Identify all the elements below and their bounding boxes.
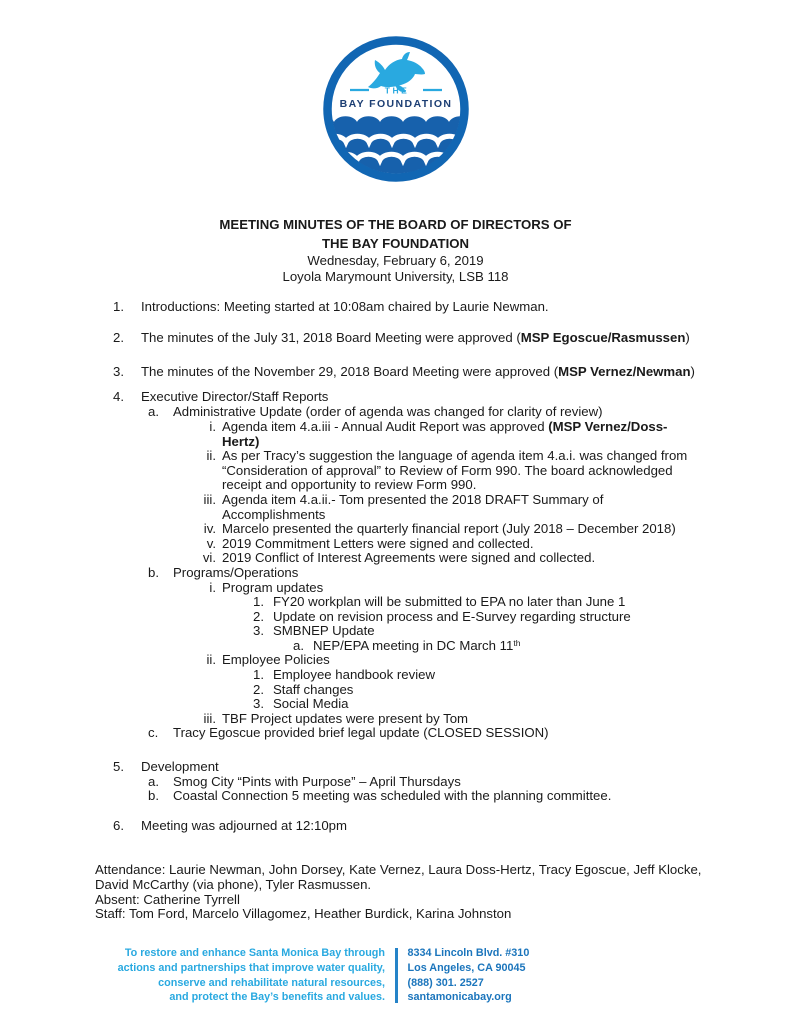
list-marker: 4. — [113, 388, 124, 404]
outline-item — [0, 390, 760, 405]
outline-text: Agenda item 4.a.iii - Annual Audit Report was approved (MSP Vernez/Doss- Hertz) — [222, 418, 668, 449]
outline-text: Meeting was adjourned at 12:10pm — [141, 817, 348, 833]
outline-item — [0, 405, 760, 420]
outline-item — [0, 522, 760, 537]
outline-text: 2019 Conflict of Interest Agreements were signed and collected. — [222, 550, 596, 566]
city-state-zip: Los Angeles, CA 90045 — [407, 961, 526, 974]
staff-line: Staff: Tom Ford, Marcelo Villagomez, Heather Burdick, Karina Johnston — [95, 906, 512, 922]
outline-text: Marcelo presented the quarterly financial report (July 2018 – December 2018) — [222, 521, 676, 537]
bay-foundation-logo — [323, 36, 469, 182]
outline-text: Development — [141, 759, 219, 775]
list-marker: iii. — [203, 491, 216, 507]
outline-item — [0, 697, 760, 712]
list-marker: i. — [209, 579, 216, 595]
list-marker: 5. — [113, 759, 124, 775]
title-block — [0, 215, 791, 284]
outline-item — [0, 760, 760, 775]
outline-item — [0, 789, 760, 804]
list-marker: 3. — [253, 696, 264, 712]
mission-line: To restore and enhance Santa Monica Bay through — [124, 947, 385, 959]
list-marker: 3. — [253, 623, 264, 639]
outline-text: Coastal Connection 5 meeting was scheduled with the planning committee. — [173, 788, 612, 804]
title-line-2: THE BAY FOUNDATION — [321, 236, 470, 251]
outline-item — [0, 639, 760, 654]
outline-item — [0, 449, 760, 493]
logo-the-label: THE — [384, 85, 409, 96]
mission-line: and protect the Bay’s benefits and values. — [169, 991, 385, 1004]
outline-item — [0, 775, 760, 790]
page-footer — [0, 946, 791, 1005]
outline-item — [0, 683, 760, 698]
outline-text: Update on revision process and E-Survey regarding structure — [273, 608, 631, 624]
outline-item — [0, 537, 760, 552]
outline-text: Agenda item 4.a.ii.- Tom presented the 2018 DRAFT Summary of Accomplishments — [222, 491, 604, 522]
outline-text: Introductions: Meeting started at 10:08am chaired by Laurie Newman. — [141, 299, 549, 314]
list-marker: 1. — [253, 594, 264, 610]
list-marker: 1. — [253, 667, 264, 683]
outline-text: 2019 Commitment Letters were signed and collected. — [222, 535, 534, 551]
outline-text: Executive Director/Staff Reports — [141, 388, 329, 404]
list-marker: 2. — [253, 608, 264, 624]
footer-divider — [395, 948, 398, 1003]
list-marker: ii. — [206, 652, 216, 668]
contact-info — [408, 946, 530, 1005]
outline-text: Employee handbook review — [273, 667, 436, 683]
outline-text: Smog City “Pints with Purpose” – April Thursdays — [173, 773, 461, 789]
outline-item — [0, 726, 760, 741]
outline-item — [0, 365, 760, 380]
list-marker: a. — [293, 637, 304, 653]
mission-line: actions and partnerships that improve water quality, — [117, 961, 385, 974]
list-marker: 3. — [113, 364, 124, 380]
list-marker: v. — [206, 535, 216, 551]
outline-text: As per Tracy’s suggestion the language of agenda item 4.a.i. was changed from “Consideration of approval” to Review of Form 990. The board acknowledged receipt and opportunity to review Form 990. — [222, 448, 688, 493]
outline-item — [0, 653, 760, 668]
outline-item — [0, 420, 760, 449]
outline-item — [0, 331, 760, 346]
outline-item — [0, 624, 760, 639]
list-marker: iv. — [203, 521, 216, 537]
list-marker: 6. — [113, 817, 124, 833]
list-marker: a. — [148, 404, 159, 420]
list-marker: vi. — [202, 550, 216, 566]
outline-item — [0, 595, 760, 610]
list-marker: i. — [209, 418, 216, 434]
outline-text: Program updates — [222, 579, 324, 595]
mission-statement — [95, 946, 385, 1005]
list-marker: 2. — [113, 329, 124, 345]
absent-line: Absent: Catherine Tyrrell — [95, 891, 240, 907]
meeting-location: Loyola Marymount University, LSB 118 — [282, 268, 509, 284]
list-marker: b. — [148, 788, 159, 804]
outline-text: Staff changes — [273, 681, 354, 697]
outline-item — [0, 566, 760, 581]
logo-name-label: BAY FOUNDATION — [339, 98, 452, 110]
list-marker: ii. — [206, 448, 216, 464]
list-marker: c. — [148, 725, 159, 741]
outline-text: Social Media — [273, 696, 349, 712]
street-address: 8334 Lincoln Blvd. #310 — [407, 947, 530, 959]
outline-text: FY20 workplan will be submitted to EPA no later than June 1 — [273, 594, 626, 610]
attendance-line: Attendance: Laurie Newman, John Dorsey, Kate Vernez, Laura Doss-Hertz, Tracy Egoscue, Jeff Klocke, — [95, 862, 702, 878]
outline-text: NEP/EPA meeting in DC March 11th — [313, 637, 521, 653]
outline-item — [0, 712, 760, 727]
outline-text: Employee Policies — [222, 652, 330, 668]
outline-item — [0, 819, 760, 834]
meeting-date: Wednesday, February 6, 2019 — [307, 253, 484, 268]
title-line-1: MEETING MINUTES OF THE BOARD OF DIRECTORS OF — [219, 217, 572, 232]
attendance-line: David McCarthy (via phone), Tyler Rasmussen. — [95, 877, 372, 892]
list-marker: 2. — [253, 681, 264, 697]
list-marker: b. — [148, 564, 159, 580]
outline-item — [0, 668, 760, 683]
minutes-outline — [0, 300, 760, 833]
outline-text: TBF Project updates were present by Tom — [222, 710, 469, 726]
outline-text: Programs/Operations — [173, 564, 299, 580]
list-marker: 1. — [113, 299, 124, 314]
outline-text: SMBNEP Update — [273, 623, 375, 639]
outline-text: The minutes of the July 31, 2018 Board Meeting were approved (MSP Egoscue/Rasmussen) — [141, 329, 690, 345]
attendance-block — [95, 863, 791, 921]
outline-item — [0, 581, 760, 596]
phone-number: (888) 301. 2527 — [407, 976, 484, 989]
mission-line: conserve and rehabilitate natural resources, — [158, 976, 385, 989]
outline-item — [0, 300, 760, 315]
list-marker: a. — [148, 773, 159, 789]
website-url: santamonicabay.org — [407, 991, 512, 1004]
list-marker: iii. — [203, 710, 216, 726]
outline-item — [0, 610, 760, 625]
outline-item — [0, 493, 760, 522]
outline-item — [0, 551, 760, 566]
outline-text: Tracy Egoscue provided brief legal update (CLOSED SESSION) — [173, 725, 549, 741]
outline-text: Administrative Update (order of agenda was changed for clarity of review) — [173, 404, 603, 420]
outline-text: The minutes of the November 29, 2018 Board Meeting were approved (MSP Vernez/Newman) — [141, 364, 695, 380]
